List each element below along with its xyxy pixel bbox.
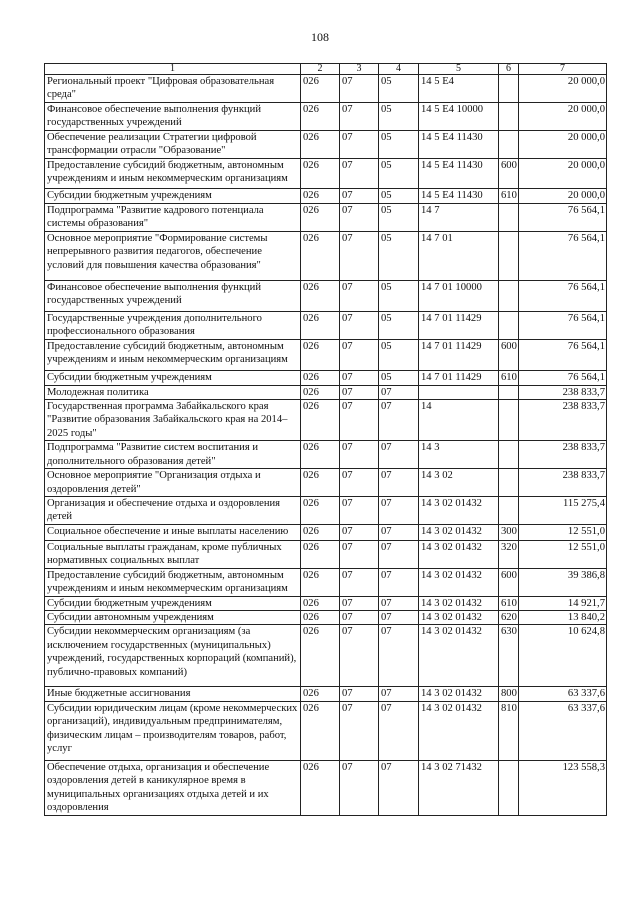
table-row	[45, 385, 607, 399]
code-3: 07	[340, 311, 379, 339]
page-number: 108	[311, 30, 329, 44]
code-3: 07	[340, 441, 379, 469]
code-2: 026	[301, 400, 340, 441]
amount: 76 564,1	[519, 339, 607, 370]
code-4: 07	[379, 497, 419, 525]
amount: 76 564,1	[519, 204, 607, 232]
code-3: 07	[340, 524, 379, 540]
code-3: 07	[340, 204, 379, 232]
code-6	[499, 400, 519, 441]
table-row	[45, 524, 607, 540]
table-row	[45, 701, 607, 760]
code-4: 07	[379, 400, 419, 441]
code-6: 600	[499, 339, 519, 370]
code-2: 026	[301, 75, 340, 103]
code-2: 026	[301, 280, 340, 311]
table-row	[45, 75, 607, 103]
code-6	[499, 311, 519, 339]
amount: 76 564,1	[519, 280, 607, 311]
code-5: 14 7 01 11429	[419, 339, 499, 370]
code-4: 07	[379, 385, 419, 399]
code-4: 07	[379, 701, 419, 760]
code-5: 14 5 E4 10000	[419, 103, 499, 131]
code-3: 07	[340, 339, 379, 370]
amount: 12 551,0	[519, 540, 607, 568]
code-2: 026	[301, 540, 340, 568]
code-5: 14 3 02 01432	[419, 497, 499, 525]
amount: 76 564,1	[519, 231, 607, 280]
code-6	[499, 497, 519, 525]
header-row	[45, 64, 607, 75]
code-4: 07	[379, 469, 419, 497]
code-5: 14 5 E4 11430	[419, 159, 499, 189]
code-2: 026	[301, 625, 340, 687]
code-6: 600	[499, 159, 519, 189]
code-5: 14 7 01 11429	[419, 370, 499, 385]
code-4: 05	[379, 131, 419, 159]
table-row	[45, 189, 607, 204]
code-2: 026	[301, 524, 340, 540]
item-name: Субсидии бюджетным учреждениям	[45, 370, 301, 385]
item-name: Финансовое обеспечение выполнения функций государственных учреждений	[45, 280, 301, 311]
table-row	[45, 370, 607, 385]
code-3: 07	[340, 760, 379, 815]
code-3: 07	[340, 400, 379, 441]
item-name: Государственные учреждения дополнительного профессионального образования	[45, 311, 301, 339]
code-6: 810	[499, 701, 519, 760]
code-4: 05	[379, 231, 419, 280]
code-4: 05	[379, 311, 419, 339]
item-name: Субсидии некоммерческим организациям (за исключением государственных (муниципальных) учреждений, государственных корпораций (компаний), публично-правовых компаний)	[45, 625, 301, 687]
table-row	[45, 441, 607, 469]
code-3: 07	[340, 568, 379, 596]
code-5: 14 3 02 01432	[419, 540, 499, 568]
code-6	[499, 760, 519, 815]
code-4: 05	[379, 280, 419, 311]
item-name: Обеспечение реализации Стратегии цифровой трансформации отрасли "Образование"	[45, 131, 301, 159]
amount: 76 564,1	[519, 311, 607, 339]
amount: 14 921,7	[519, 596, 607, 610]
code-6	[499, 469, 519, 497]
code-4: 05	[379, 103, 419, 131]
item-name: Основное мероприятие "Организация отдыха и оздоровления детей"	[45, 469, 301, 497]
table-row	[45, 469, 607, 497]
code-3: 07	[340, 231, 379, 280]
code-2: 026	[301, 131, 340, 159]
code-3: 07	[340, 75, 379, 103]
code-2: 026	[301, 311, 340, 339]
item-name: Государственная программа Забайкальского края "Развитие образования Забайкальского края на 2014–2025 годы"	[45, 400, 301, 441]
code-4: 05	[379, 339, 419, 370]
code-5: 14	[419, 400, 499, 441]
code-2: 026	[301, 610, 340, 624]
table-row	[45, 339, 607, 370]
code-3: 07	[340, 497, 379, 525]
code-4: 05	[379, 75, 419, 103]
code-4: 07	[379, 568, 419, 596]
item-name: Основное мероприятие "Формирование системы непрерывного развития педагогов, обеспечение условий для повышения качества образования"	[45, 231, 301, 280]
item-name: Региональный проект "Цифровая образовательная среда"	[45, 75, 301, 103]
item-name: Подпрограмма "Развитие систем воспитания и дополнительного образования детей"	[45, 441, 301, 469]
table-row	[45, 311, 607, 339]
code-5: 14 7	[419, 204, 499, 232]
item-name: Организация и обеспечение отдыха и оздоровления детей	[45, 497, 301, 525]
code-2: 026	[301, 370, 340, 385]
item-name: Подпрограмма "Развитие кадрового потенциала системы образования"	[45, 204, 301, 232]
table-row	[45, 596, 607, 610]
amount: 20 000,0	[519, 159, 607, 189]
code-3: 07	[340, 131, 379, 159]
code-5: 14 5 E4 11430	[419, 189, 499, 204]
amount: 238 833,7	[519, 469, 607, 497]
amount: 76 564,1	[519, 370, 607, 385]
code-3: 07	[340, 280, 379, 311]
code-6	[499, 280, 519, 311]
code-2: 026	[301, 469, 340, 497]
code-4: 05	[379, 159, 419, 189]
code-5: 14 3 02 01432	[419, 687, 499, 701]
table-row	[45, 103, 607, 131]
amount: 115 275,4	[519, 497, 607, 525]
code-6	[499, 441, 519, 469]
amount: 20 000,0	[519, 189, 607, 204]
item-name: Субсидии бюджетным учреждениям	[45, 189, 301, 204]
code-6: 620	[499, 610, 519, 624]
code-5: 14 3 02 01432	[419, 568, 499, 596]
code-3: 07	[340, 370, 379, 385]
code-3: 07	[340, 103, 379, 131]
table-row	[45, 625, 607, 687]
code-6	[499, 131, 519, 159]
item-name: Финансовое обеспечение выполнения функций государственных учреждений	[45, 103, 301, 131]
header-col-3: 3	[340, 64, 379, 75]
amount: 20 000,0	[519, 131, 607, 159]
code-2: 026	[301, 189, 340, 204]
code-2: 026	[301, 231, 340, 280]
code-5: 14 3 02 01432	[419, 524, 499, 540]
code-6: 320	[499, 540, 519, 568]
table-row	[45, 760, 607, 815]
code-3: 07	[340, 469, 379, 497]
table-row	[45, 400, 607, 441]
code-5: 14 3 02 01432	[419, 625, 499, 687]
table-row	[45, 568, 607, 596]
code-2: 026	[301, 441, 340, 469]
item-name: Обеспечение отдыха, организация и обеспечение оздоровления детей в каникулярное время в муниципальных организациях отдыха детей и их оздоровления	[45, 760, 301, 815]
code-4: 07	[379, 524, 419, 540]
table-row	[45, 497, 607, 525]
code-5: 14 3 02 01432	[419, 701, 499, 760]
code-4: 07	[379, 610, 419, 624]
code-3: 07	[340, 159, 379, 189]
amount: 123 558,3	[519, 760, 607, 815]
code-2: 026	[301, 497, 340, 525]
code-6	[499, 103, 519, 131]
code-5: 14 3 02 71432	[419, 760, 499, 815]
item-name: Субсидии бюджетным учреждениям	[45, 596, 301, 610]
code-5: 14 7 01 11429	[419, 311, 499, 339]
amount: 39 386,8	[519, 568, 607, 596]
table-row	[45, 159, 607, 189]
code-5: 14 5 E4 11430	[419, 131, 499, 159]
code-5: 14 7 01 10000	[419, 280, 499, 311]
table-row	[45, 687, 607, 701]
code-4: 07	[379, 760, 419, 815]
item-name: Социальные выплаты гражданам, кроме публичных нормативных социальных выплат	[45, 540, 301, 568]
budget-table	[44, 63, 607, 816]
code-6: 610	[499, 370, 519, 385]
item-name: Предоставление субсидий бюджетным, автономным учреждениям и иным некоммерческим организациям	[45, 568, 301, 596]
item-name: Иные бюджетные ассигнования	[45, 687, 301, 701]
item-name: Социальное обеспечение и иные выплаты населению	[45, 524, 301, 540]
code-6	[499, 204, 519, 232]
code-2: 026	[301, 701, 340, 760]
code-4: 07	[379, 596, 419, 610]
amount: 238 833,7	[519, 400, 607, 441]
item-name: Предоставление субсидий бюджетным, автономным учреждениям и иным некоммерческим организациям	[45, 159, 301, 189]
table-row	[45, 540, 607, 568]
code-6	[499, 385, 519, 399]
code-6	[499, 231, 519, 280]
code-3: 07	[340, 385, 379, 399]
code-2: 026	[301, 204, 340, 232]
header-col-4: 4	[379, 64, 419, 75]
code-6: 630	[499, 625, 519, 687]
code-5: 14 3	[419, 441, 499, 469]
header-col-6: 6	[499, 64, 519, 75]
header-col-7: 7	[519, 64, 607, 75]
code-3: 07	[340, 540, 379, 568]
amount: 238 833,7	[519, 385, 607, 399]
header-col-2: 2	[301, 64, 340, 75]
code-3: 07	[340, 701, 379, 760]
code-2: 026	[301, 687, 340, 701]
code-5: 14 3 02 01432	[419, 610, 499, 624]
amount: 20 000,0	[519, 75, 607, 103]
code-3: 07	[340, 189, 379, 204]
code-4: 05	[379, 370, 419, 385]
code-3: 07	[340, 610, 379, 624]
code-5: 14 5 E4	[419, 75, 499, 103]
code-2: 026	[301, 568, 340, 596]
header-col-1: 1	[45, 64, 301, 75]
code-4: 05	[379, 189, 419, 204]
code-6	[499, 75, 519, 103]
code-3: 07	[340, 596, 379, 610]
code-6: 300	[499, 524, 519, 540]
code-3: 07	[340, 687, 379, 701]
item-name: Субсидии юридическим лицам (кроме некоммерческих организаций), индивидуальным предпринимателям, физическим лицам – производителям товаров, работ, услуг	[45, 701, 301, 760]
amount: 63 337,6	[519, 687, 607, 701]
code-2: 026	[301, 385, 340, 399]
code-3: 07	[340, 625, 379, 687]
item-name: Молодежная политика	[45, 385, 301, 399]
header-col-5: 5	[419, 64, 499, 75]
table-row	[45, 610, 607, 624]
code-4: 07	[379, 687, 419, 701]
code-4: 07	[379, 441, 419, 469]
item-name: Предоставление субсидий бюджетным, автономным учреждениям и иным некоммерческим организациям	[45, 339, 301, 370]
amount: 238 833,7	[519, 441, 607, 469]
table-row	[45, 204, 607, 232]
code-4: 07	[379, 540, 419, 568]
code-5: 14 3 02	[419, 469, 499, 497]
code-6: 610	[499, 189, 519, 204]
amount: 10 624,8	[519, 625, 607, 687]
amount: 12 551,0	[519, 524, 607, 540]
code-2: 026	[301, 339, 340, 370]
code-6: 610	[499, 596, 519, 610]
code-2: 026	[301, 159, 340, 189]
code-6: 600	[499, 568, 519, 596]
amount: 63 337,6	[519, 701, 607, 760]
amount: 13 840,2	[519, 610, 607, 624]
code-5	[419, 385, 499, 399]
code-5: 14 3 02 01432	[419, 596, 499, 610]
table-row	[45, 280, 607, 311]
code-4: 05	[379, 204, 419, 232]
code-2: 026	[301, 103, 340, 131]
code-4: 07	[379, 625, 419, 687]
table-row	[45, 231, 607, 280]
code-2: 026	[301, 760, 340, 815]
code-5: 14 7 01	[419, 231, 499, 280]
code-2: 026	[301, 596, 340, 610]
table-row	[45, 131, 607, 159]
code-6: 800	[499, 687, 519, 701]
item-name: Субсидии автономным учреждениям	[45, 610, 301, 624]
amount: 20 000,0	[519, 103, 607, 131]
